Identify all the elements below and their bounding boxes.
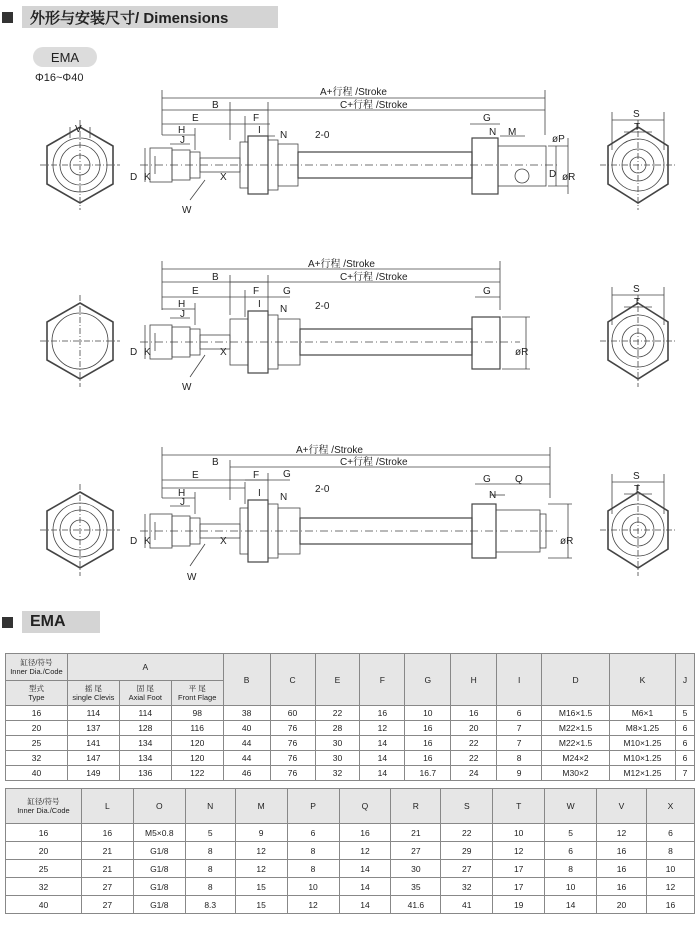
type-label-cn: 型式 — [28, 684, 44, 693]
code-label-en: Inner Dia./Code — [17, 806, 70, 815]
code-header-cell — [6, 654, 68, 681]
table-cell: 76 — [270, 721, 315, 736]
column-header: C — [270, 654, 315, 706]
table-cell: 38 — [223, 706, 270, 721]
table-cell: 16 — [597, 860, 647, 878]
label-k: K — [144, 347, 151, 358]
table-cell: 46 — [223, 766, 270, 781]
drawing-front-flange-mount — [0, 440, 700, 585]
label-k: K — [144, 536, 151, 547]
subheader-cn: 摇 尾 — [84, 684, 102, 693]
label-d: D — [130, 172, 138, 183]
table-row — [6, 736, 695, 751]
bullet-square-icon — [2, 12, 13, 23]
table-cell: G1/8 — [133, 896, 185, 914]
table-cell: 16 — [339, 824, 391, 842]
table-cell: 40 — [6, 896, 82, 914]
table-cell: 5 — [675, 706, 694, 721]
column-header: T — [493, 789, 545, 824]
label-b: B — [212, 457, 219, 468]
table-cell: 8 — [545, 860, 597, 878]
table-cell: 22 — [315, 706, 360, 721]
column-header: R — [391, 789, 441, 824]
table-cell: 16.7 — [405, 766, 451, 781]
table-cell: 136 — [119, 766, 171, 781]
table-cell: G1/8 — [133, 878, 185, 896]
column-header: E — [315, 654, 360, 706]
column-header: M — [235, 789, 287, 824]
code-header-cell — [6, 789, 82, 824]
table-cell: M6×1 — [610, 706, 676, 721]
table-cell: 12 — [493, 842, 545, 860]
table-cell: 10 — [646, 860, 694, 878]
table-cell: 16 — [405, 736, 451, 751]
label-d: D — [130, 347, 138, 358]
label-e: E — [192, 286, 199, 297]
table-cell: 20 — [6, 842, 82, 860]
table-cell: 8 — [287, 842, 339, 860]
table-cell: 16 — [597, 878, 647, 896]
label-i: I — [258, 299, 261, 310]
label-d: D — [130, 536, 138, 547]
table-cell: 30 — [315, 736, 360, 751]
label-x: X — [220, 347, 227, 358]
column-subheader-a — [119, 681, 171, 706]
subheader-cn: 平 尾 — [188, 684, 206, 693]
column-header: W — [545, 789, 597, 824]
table-cell: 44 — [223, 751, 270, 766]
table-cell: 128 — [119, 721, 171, 736]
table-cell: 16 — [360, 706, 405, 721]
column-subheader-a — [171, 681, 223, 706]
column-header: G — [405, 654, 451, 706]
label-r: øR — [515, 347, 529, 358]
table-cell: 8.3 — [185, 896, 235, 914]
label-j: J — [180, 497, 185, 508]
label-k: K — [144, 172, 151, 183]
table-cell: 16 — [646, 896, 694, 914]
table-cell: 137 — [67, 721, 119, 736]
label-j: J — [180, 135, 185, 146]
table-cell: 25 — [6, 736, 68, 751]
table-cell: 134 — [119, 736, 171, 751]
code-label-en: Inner Dia./Code — [10, 667, 63, 676]
table-cell: 17 — [493, 860, 545, 878]
label-2-0: 2-0 — [315, 484, 330, 495]
table-cell: M24×2 — [542, 751, 610, 766]
column-header-a: A — [67, 654, 223, 681]
label-g-rear: G — [483, 474, 491, 485]
section-title: 外形与安装尺寸/ Dimensions — [22, 6, 278, 28]
label-x: X — [220, 536, 227, 547]
table-cell: 25 — [6, 860, 82, 878]
dimension-table-1 — [5, 653, 695, 781]
label-c-stroke: C+行程 /Stroke — [340, 457, 408, 468]
table-cell: 28 — [315, 721, 360, 736]
label-r: øR — [562, 172, 576, 183]
label-h: H — [178, 125, 186, 136]
label-m: M — [508, 127, 517, 138]
table-cell: 19 — [493, 896, 545, 914]
bullet-square-icon — [2, 617, 13, 628]
table-cell: 32 — [441, 878, 493, 896]
table-cell: M10×1.25 — [610, 736, 676, 751]
label-i: I — [258, 125, 261, 136]
label-w: W — [182, 382, 192, 393]
table-cell: M12×1.25 — [610, 766, 676, 781]
table-cell: 32 — [315, 766, 360, 781]
table-cell: M16×1.5 — [542, 706, 610, 721]
table-cell: 5 — [185, 824, 235, 842]
table-cell: M22×1.5 — [542, 736, 610, 751]
column-header: B — [223, 654, 270, 706]
column-header: Q — [339, 789, 391, 824]
column-header: S — [441, 789, 493, 824]
table-cell: 12 — [235, 860, 287, 878]
table-cell: 27 — [81, 878, 133, 896]
table-cell: 7 — [675, 766, 694, 781]
table-row — [6, 896, 695, 914]
table-cell: 35 — [391, 878, 441, 896]
table-row — [6, 860, 695, 878]
table-cell: 8 — [185, 878, 235, 896]
table-cell: 21 — [391, 824, 441, 842]
table-cell: 41.6 — [391, 896, 441, 914]
table-cell: 22 — [451, 751, 497, 766]
table-cell: 16 — [6, 824, 82, 842]
table-cell: 6 — [675, 751, 694, 766]
column-header: L — [81, 789, 133, 824]
table-cell: 40 — [223, 721, 270, 736]
table-cell: 76 — [270, 751, 315, 766]
column-header: H — [451, 654, 497, 706]
label-t: T — [634, 297, 641, 308]
label-q: Q — [515, 474, 523, 485]
column-subheader-a — [67, 681, 119, 706]
label-g: G — [283, 469, 291, 480]
table-cell: 15 — [235, 896, 287, 914]
table-cell: 21 — [81, 860, 133, 878]
code-label-cn: 缸径/符号 — [27, 797, 60, 806]
table-cell: 9 — [497, 766, 542, 781]
drawing-clevis-mount — [0, 80, 700, 230]
label-n: N — [280, 304, 288, 315]
table-cell: 114 — [67, 706, 119, 721]
table-cell: 32 — [6, 751, 68, 766]
table-cell: 16 — [451, 706, 497, 721]
table-cell: M30×2 — [542, 766, 610, 781]
table-cell: G1/8 — [133, 860, 185, 878]
table-cell: 76 — [270, 736, 315, 751]
label-a-stroke: A+行程 /Stroke — [308, 259, 375, 270]
label-t: T — [634, 484, 641, 495]
table-cell: 10 — [545, 878, 597, 896]
table-cell: 10 — [493, 824, 545, 842]
label-b: B — [212, 272, 219, 283]
table-cell: 27 — [441, 860, 493, 878]
label-f: F — [253, 470, 260, 481]
label-g: G — [483, 113, 491, 124]
label-n: N — [280, 130, 288, 141]
label-p: øP — [552, 134, 565, 145]
table-cell: 14 — [339, 896, 391, 914]
label-c-stroke: C+行程 /Stroke — [340, 100, 408, 111]
table-cell: 122 — [171, 766, 223, 781]
table-cell: 10 — [287, 878, 339, 896]
label-w: W — [187, 572, 197, 583]
table-cell: 8 — [646, 842, 694, 860]
subheader-cn: 固 尾 — [136, 684, 154, 693]
table-cell: 20 — [451, 721, 497, 736]
column-header: N — [185, 789, 235, 824]
table-cell: 120 — [171, 736, 223, 751]
table-cell: 30 — [315, 751, 360, 766]
table-cell: 76 — [270, 766, 315, 781]
column-header: J — [675, 654, 694, 706]
table-cell: 7 — [497, 721, 542, 736]
subheader-en: single Clevis — [72, 693, 115, 702]
table-cell: 12 — [287, 896, 339, 914]
table-row — [6, 824, 695, 842]
table-cell: 10 — [405, 706, 451, 721]
label-x: X — [220, 172, 227, 183]
drawing-axial-foot-mount — [0, 255, 700, 400]
label-f: F — [253, 113, 260, 124]
table-cell: 16 — [81, 824, 133, 842]
table-cell: 12 — [360, 721, 405, 736]
label-h: H — [178, 299, 186, 310]
table-cell: 8 — [287, 860, 339, 878]
table-cell: 8 — [185, 842, 235, 860]
table-cell: M22×1.5 — [542, 721, 610, 736]
table-cell: 60 — [270, 706, 315, 721]
table-cell: 22 — [441, 824, 493, 842]
table-header-row — [6, 789, 695, 824]
table-row — [6, 842, 695, 860]
label-v: V — [75, 124, 82, 135]
label-a-stroke: A+行程 /Stroke — [320, 87, 387, 98]
section-header-ema — [0, 610, 100, 634]
label-t: T — [634, 122, 641, 133]
column-header: O — [133, 789, 185, 824]
table-cell: 27 — [81, 896, 133, 914]
column-header: V — [597, 789, 647, 824]
table-cell: 40 — [6, 766, 68, 781]
label-2-0: 2-0 — [315, 130, 330, 141]
table-cell: 14 — [339, 878, 391, 896]
label-n-rear: N — [489, 127, 497, 138]
table-cell: 7 — [497, 736, 542, 751]
table-cell: 16 — [6, 706, 68, 721]
table-cell: 24 — [451, 766, 497, 781]
label-e: E — [192, 113, 199, 124]
column-header: P — [287, 789, 339, 824]
table-cell: 12 — [235, 842, 287, 860]
subheader-en: Front Flage — [178, 693, 217, 702]
label-r: øR — [560, 536, 574, 547]
table-cell: 16 — [405, 751, 451, 766]
table-cell: M8×1.25 — [610, 721, 676, 736]
table-row — [6, 721, 695, 736]
column-header: D — [542, 654, 610, 706]
table-cell: 32 — [6, 878, 82, 896]
dimension-table-2 — [5, 788, 695, 914]
table-cell: 141 — [67, 736, 119, 751]
table-cell: 98 — [171, 706, 223, 721]
table-cell: 20 — [6, 721, 68, 736]
label-n-rear: N — [489, 490, 497, 501]
table-cell: 149 — [67, 766, 119, 781]
code-label-cn: 缸径/符号 — [20, 658, 53, 667]
diameter-range: Φ16~Φ40 — [35, 72, 84, 84]
label-s: S — [633, 284, 640, 295]
label-h: H — [178, 488, 186, 499]
table-cell: 44 — [223, 736, 270, 751]
table-cell: 16 — [405, 721, 451, 736]
label-d-rear: D — [549, 169, 557, 180]
table-cell: 6 — [646, 824, 694, 842]
table-cell: 14 — [360, 736, 405, 751]
table-cell: M10×1.25 — [610, 751, 676, 766]
table-cell: 6 — [675, 721, 694, 736]
table-cell: 147 — [67, 751, 119, 766]
table-cell: 14 — [339, 860, 391, 878]
table-cell: 6 — [287, 824, 339, 842]
table-cell: 20 — [597, 896, 647, 914]
table-row — [6, 706, 695, 721]
table-cell: 9 — [235, 824, 287, 842]
table-cell: 134 — [119, 751, 171, 766]
label-a-stroke: A+行程 /Stroke — [296, 445, 363, 456]
type-header-cell — [6, 681, 68, 706]
table-row — [6, 751, 695, 766]
table-cell: 21 — [81, 842, 133, 860]
table-cell: 6 — [675, 736, 694, 751]
label-b: B — [212, 100, 219, 111]
label-c-stroke: C+行程 /Stroke — [340, 272, 408, 283]
table-cell: 6 — [497, 706, 542, 721]
table-cell: 8 — [185, 860, 235, 878]
table-cell: 120 — [171, 751, 223, 766]
table-cell: 12 — [339, 842, 391, 860]
table-cell: 6 — [545, 842, 597, 860]
table-cell: 116 — [171, 721, 223, 736]
table-row — [6, 878, 695, 896]
table-cell: 114 — [119, 706, 171, 721]
label-g: G — [283, 286, 291, 297]
type-label-en: Type — [28, 693, 45, 702]
label-g-rear: G — [483, 286, 491, 297]
section-header-dimensions — [0, 5, 278, 29]
table-cell: 17 — [493, 878, 545, 896]
label-i: I — [258, 488, 261, 499]
table-cell: 41 — [441, 896, 493, 914]
table-cell: 22 — [451, 736, 497, 751]
table-cell: 14 — [360, 751, 405, 766]
subheader-en: Axial Foot — [128, 693, 162, 702]
label-e: E — [192, 470, 199, 481]
table-cell: 5 — [545, 824, 597, 842]
column-header: X — [646, 789, 694, 824]
label-f: F — [253, 286, 260, 297]
table-cell: 14 — [360, 766, 405, 781]
column-header: F — [360, 654, 405, 706]
table-cell: 30 — [391, 860, 441, 878]
label-w: W — [182, 205, 192, 216]
label-s: S — [633, 109, 640, 120]
table-cell: 8 — [497, 751, 542, 766]
table-row — [6, 766, 695, 781]
label-s: S — [633, 471, 640, 482]
table-cell: M5×0.8 — [133, 824, 185, 842]
table-cell: 12 — [646, 878, 694, 896]
table-cell: G1/8 — [133, 842, 185, 860]
table-cell: 15 — [235, 878, 287, 896]
label-j: J — [180, 309, 185, 320]
table-cell: 27 — [391, 842, 441, 860]
table-header-row — [6, 654, 695, 681]
table-cell: 12 — [597, 824, 647, 842]
table-cell: 29 — [441, 842, 493, 860]
model-badge: EMA — [33, 47, 97, 67]
section-title-ema: EMA — [22, 611, 100, 633]
table-cell: 14 — [545, 896, 597, 914]
column-header: I — [497, 654, 542, 706]
label-2-0: 2-0 — [315, 301, 330, 312]
table-cell: 16 — [597, 842, 647, 860]
label-n: N — [280, 492, 288, 503]
column-header: K — [610, 654, 676, 706]
